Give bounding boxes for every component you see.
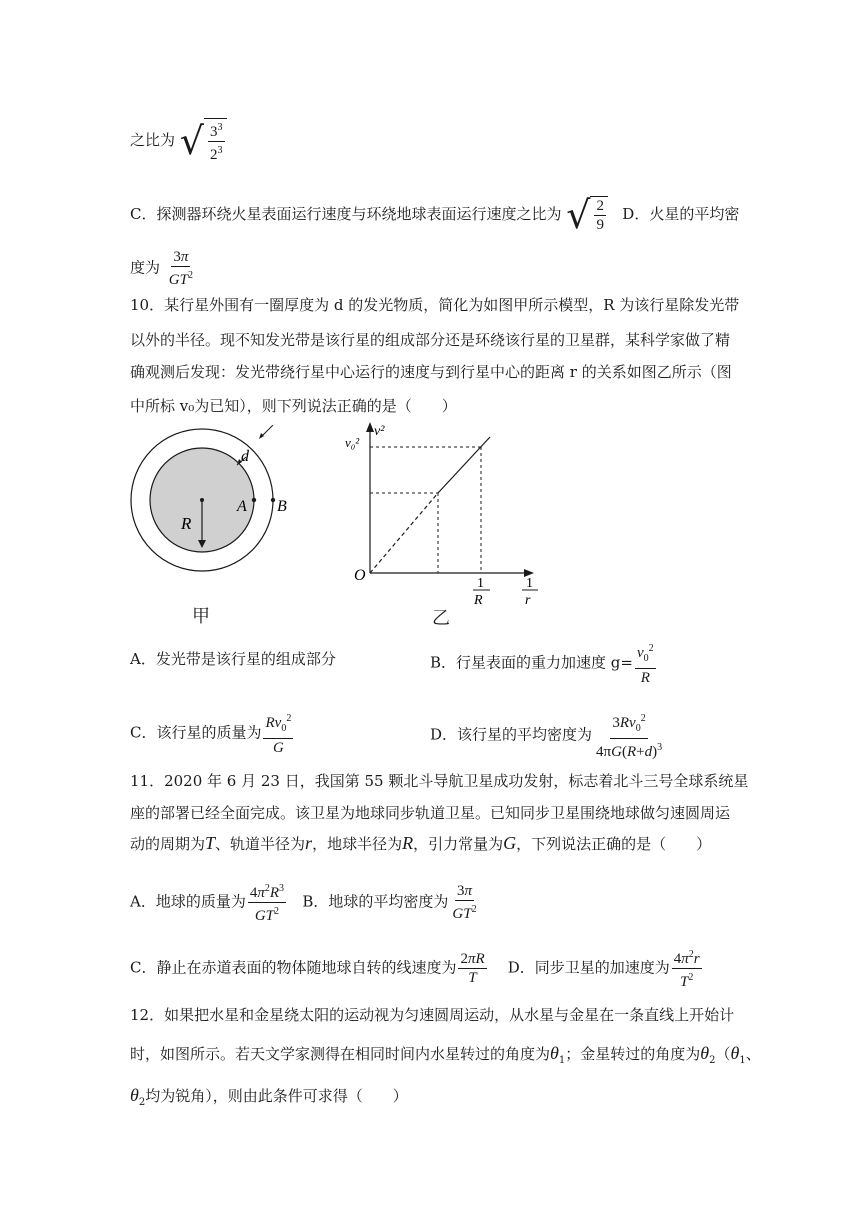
q12-text-4: 、 <box>745 1045 761 1063</box>
q10-line4: 中所标 v₀为已知），则下列说法正确的是（ ） <box>130 397 457 415</box>
figure-yi <box>340 420 540 615</box>
q11-option-d-text: D．同步卫星的加速度为 <box>507 958 670 977</box>
sqrt-expression: √ $\frac{2}{9}$ <box>566 196 608 234</box>
q10-line1: 10．某行星外围有一圈厚度为 d 的发光物质，简化为如图甲所示模型，R 为该行星除发光带 <box>130 296 740 314</box>
q11-option-b-text: B．地球的平均密度为 <box>302 892 449 911</box>
q10-option-c-text: C．该行星的质量为 <box>130 723 262 742</box>
q11-text-3: ，地球半径为 <box>312 835 403 853</box>
q12-text-5: 均为锐角），则由此条件可求得（ ） <box>145 1087 408 1105</box>
figure-jia <box>125 425 295 585</box>
label-v2: v² <box>374 424 385 439</box>
line-option-c <box>130 193 740 237</box>
q11-text-1: 动的周期为 <box>130 835 206 853</box>
caption-jia: 甲 <box>192 606 210 627</box>
q11-line1: 11．2020 年 6 月 23 日，我国第 55 颗北斗导航卫星成功发射，标志着北斗三号全球系统星 <box>130 772 749 790</box>
q10-option-d <box>430 710 666 761</box>
line-density <box>130 248 197 289</box>
label-b: B <box>277 498 287 515</box>
q11-line2: 座的部署已经全面完成。该卫星为地球同步轨道卫星。已知同步卫星围绕地球做匀速圆周运 <box>130 804 731 822</box>
formula: $\frac{v_0^2}{R}$ <box>635 640 656 687</box>
formula: $\frac{Rv_0^2}{G}$ <box>263 710 293 757</box>
label-v02: v₀² <box>345 435 360 450</box>
option-d-text: D．火星的平均密 <box>622 205 740 223</box>
q12-text-2: ；金星转过的角度为 <box>565 1045 701 1063</box>
q12-line3: $\theta_2$均为锐角），则由此条件可求得（ ） <box>130 1085 408 1108</box>
q12-line1: 12．如果把水星和金星绕太阳的运动视为匀速圆周运动，从水星与金星在一条直线上开始计 <box>130 1006 735 1024</box>
line-ratio <box>130 118 227 164</box>
q10-option-d-text: D．该行星的平均密度为 <box>430 725 593 744</box>
label-o: O <box>354 567 366 584</box>
q12-line2: 时，如图所示。若天文学家测得在相同时间内水星转过的角度为$\theta_1$；金星转过的角度为$\theta_2(\theta_1$、 <box>130 1043 761 1066</box>
q10-line3: 确观测后发现：发光带绕行星中心运行的速度与到行星中心的距离 r 的关系如图乙所示（图 <box>130 363 732 381</box>
label-a: A <box>237 498 247 515</box>
q11-text-2: 、轨道半径为 <box>215 835 306 853</box>
q10-option-b <box>430 640 658 687</box>
q11-option-a <box>130 880 481 925</box>
q11-option-a-text: A．地球的质量为 <box>130 892 246 911</box>
label-r: R <box>181 514 192 533</box>
label-one-rr: 1 <box>526 576 533 591</box>
formula: $\frac{3\pi}{GT^2}$ <box>452 883 477 922</box>
sqrt-expression: √ $\frac{3^3}{2^3}$ <box>180 118 227 164</box>
q11-option-c <box>130 946 704 991</box>
q11-line3: 动的周期为T、轨道半径为r，地球半径为R，引力常量为G，下列说法正确的是（ ） <box>130 833 712 853</box>
q11-text-4: ，引力常量为 <box>413 835 504 853</box>
q10-option-a: A．发光带是该行星的组成部分 <box>130 650 336 668</box>
formula: $\frac{3\pi}{GT^2}$ <box>168 249 193 288</box>
formula: $\frac{4\pi^2R^3}{GT^2}$ <box>248 880 286 925</box>
label-d: d <box>241 448 249 465</box>
q12-text-1: 时，如图所示。若天文学家测得在相同时间内水星转过的角度为 <box>130 1045 551 1063</box>
formula: $\frac{2\pi R}{T}$ <box>460 951 485 986</box>
label-r-den: R <box>474 593 483 608</box>
label-one-r: 1 <box>477 576 484 591</box>
formula: $\frac{4\pi^2r}{T^2}$ <box>672 946 702 991</box>
option-c-text: C．探测器环绕火星表面运行速度与环绕地球表面运行速度之比为 <box>130 205 562 223</box>
caption-yi: 乙 <box>432 608 450 629</box>
q10-line2: 以外的半径。现不知发光带是该行星的组成部分还是环绕该行星的卫星群，某科学家做了精 <box>130 331 731 349</box>
q12-text-3: （ <box>715 1045 731 1063</box>
density-text: 度为 <box>130 258 161 277</box>
ratio-text: 之比为 <box>130 131 176 149</box>
label-small-r: r <box>525 593 531 608</box>
q10-option-c <box>130 710 295 757</box>
formula: $\frac{3Rv_0^2}{4\pi G(R+d)^3}$ <box>594 710 664 761</box>
q10-option-b-text: B．行星表面的重力加速度 g= <box>430 653 633 672</box>
q11-text-5: ，下列说法正确的是（ ） <box>516 835 712 853</box>
q11-option-c-text: C．静止在赤道表面的物体随地球自转的线速度为 <box>130 958 457 977</box>
